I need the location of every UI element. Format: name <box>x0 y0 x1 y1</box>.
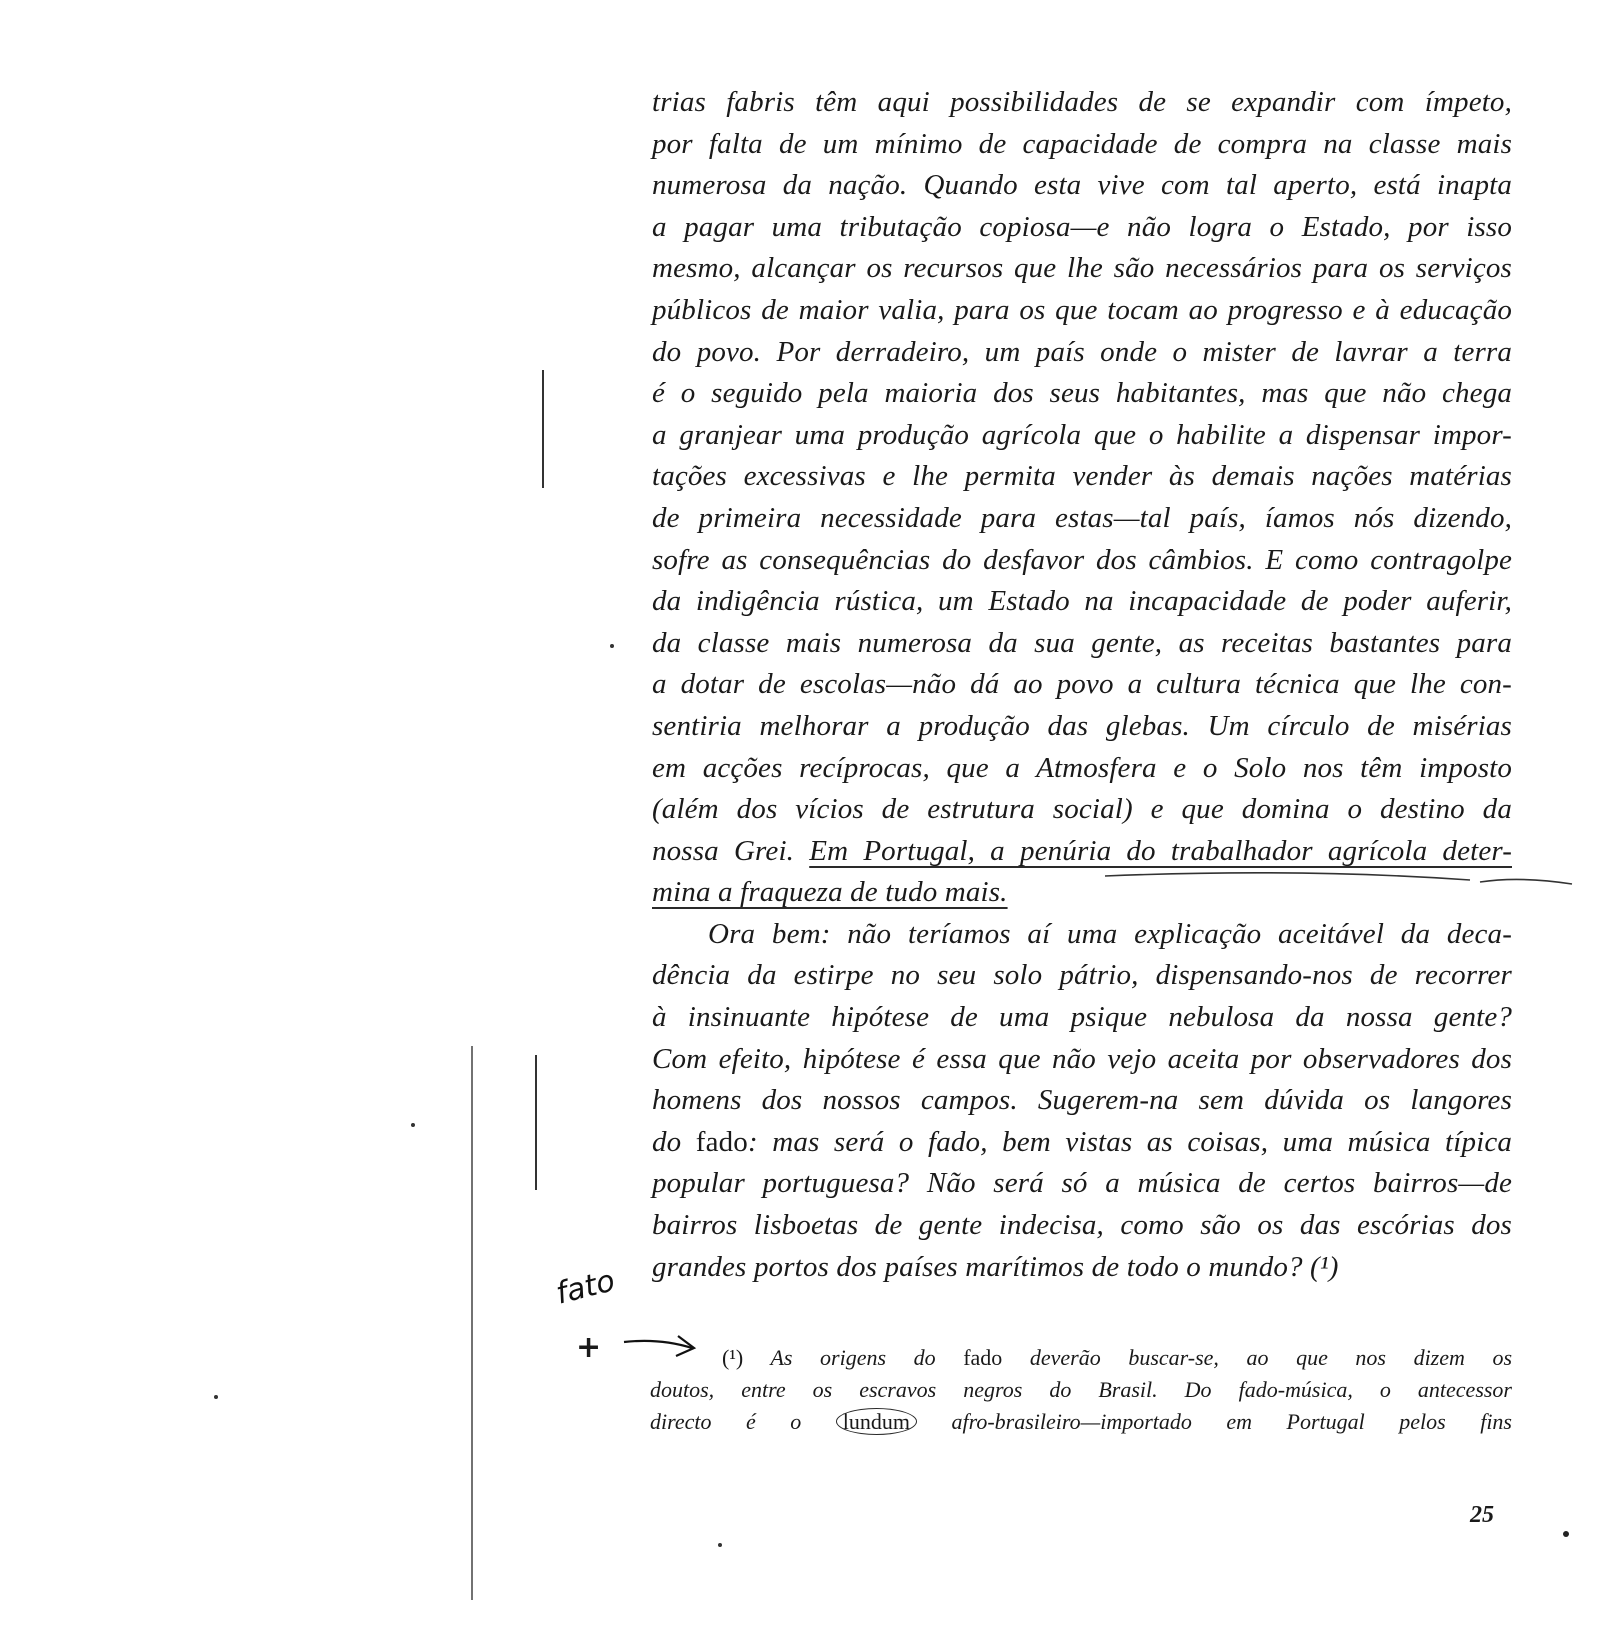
text-line: da indigência rústica, um Estado na incapacidade de poder auferir, <box>652 585 1512 618</box>
text-line: (além dos vícios de estrutura social) e que domina o destino da <box>652 793 1512 826</box>
text-line: tações excessivas e lhe permita vender às demais nações matérias <box>652 460 1512 493</box>
text-line: numerosa da nação. Quando esta vive com tal aperto, está inapta <box>652 169 1512 202</box>
text-line: bairros lisboetas de gente indecisa, como são os das escórias dos <box>652 1209 1512 1242</box>
text-line: Com efeito, hipótese é essa que não vejo aceita por observadores dos <box>652 1042 1512 1075</box>
footnote-line: doutos, entre os escravos negros do Brasil. Do fado-música, o antecessor <box>650 1377 1512 1402</box>
text-line: à insinuante hipótese de uma psique nebulosa da nossa gente? <box>652 1001 1512 1034</box>
term-fado: fado <box>963 1345 1003 1370</box>
text-line: mesmo, alcançar os recursos que lhe são necessários para os serviços <box>652 252 1512 285</box>
text-line <box>652 1122 1512 1164</box>
main-text <box>652 82 1512 1288</box>
speck <box>411 1123 415 1127</box>
underlined-passage: Em Portugal, a penúria do trabalhador agrícola deter- <box>809 834 1512 867</box>
text-fragment: afro-brasileiro—importado em Portugal pelos fins <box>951 1409 1512 1434</box>
text-line: em acções recíprocas, que a Atmosfera e o Solo nos têm imposto <box>652 751 1512 784</box>
text-line: popular portuguesa? Não será só a música de certos bairros—de <box>652 1167 1512 1200</box>
plus-icon: + <box>576 1330 602 1365</box>
footnote-line <box>650 1342 1512 1374</box>
text-line-underlined <box>652 872 1512 914</box>
text-line: homens dos nossos campos. Sugerem-na sem dúvida os langores <box>652 1084 1512 1117</box>
text-line: é o seguido pela maioria dos seus habitantes, mas que não chega <box>652 377 1512 410</box>
text-fragment: nossa Grei. <box>652 834 795 867</box>
underlined-passage: mina a fraqueza de tudo mais. <box>652 876 1008 909</box>
footnote <box>650 1342 1512 1438</box>
footnote-marker: (¹) <box>722 1345 744 1370</box>
speck <box>214 1395 218 1399</box>
text-line: por falta de um mínimo de capacidade de compra na classe mais <box>652 127 1512 160</box>
paragraph-start: Ora bem: não teríamos aí uma explicação aceitável da deca- <box>708 917 1512 950</box>
term-fado: fado <box>695 1125 748 1158</box>
speck <box>718 1543 722 1547</box>
text-line: do povo. Por derradeiro, um país onde o mister de lavrar a terra <box>652 335 1512 368</box>
text-line: sofre as consequências do desfavor dos câmbios. E como contragolpe <box>652 543 1512 576</box>
footnote-line <box>650 1406 1512 1438</box>
speck <box>610 644 614 648</box>
circled-term-lundum: lundum <box>836 1408 917 1435</box>
text-line-last: grandes portos dos países marítimos de todo o mundo? (¹) <box>652 1250 1339 1283</box>
speck <box>1563 1531 1569 1537</box>
text-line: a pagar uma tributação copiosa—e não logra o Estado, por isso <box>652 210 1512 243</box>
text-line: a dotar de escolas—não dá ao povo a cultura técnica que lhe con- <box>652 668 1512 701</box>
text-line: trias fabris têm aqui possibilidades de se expandir com ímpeto, <box>652 86 1512 118</box>
text-line: da classe mais numerosa da sua gente, as receitas bastantes para <box>652 626 1512 659</box>
handwritten-note: fato <box>552 1263 619 1312</box>
text-fragment: : mas será o fado, bem vistas as coisas, uma música típica <box>747 1125 1512 1158</box>
text-line: dência da estirpe no seu solo pátrio, dispensando-nos de recorrer <box>652 959 1512 992</box>
text-line: de primeira necessidade para estas—tal país, íamos nós dizendo, <box>652 501 1512 534</box>
text-line: a granjear uma produção agrícola que o habilite a dispensar impor- <box>652 418 1512 451</box>
text-fragment: deverão buscar-se, ao que nos dizem os <box>1029 1345 1513 1370</box>
text-line: sentiria melhorar a produção das glebas. Um círculo de misérias <box>652 709 1512 742</box>
page-number: 25 <box>1470 1502 1494 1528</box>
text-line-underlined <box>652 831 1512 873</box>
text-fragment: As origens do <box>770 1345 936 1370</box>
text-line: públicos de maior valia, para os que tocam ao progresso e à educação <box>652 293 1512 326</box>
text-fragment: directo é o <box>650 1409 802 1434</box>
text-fragment: do <box>652 1125 682 1158</box>
